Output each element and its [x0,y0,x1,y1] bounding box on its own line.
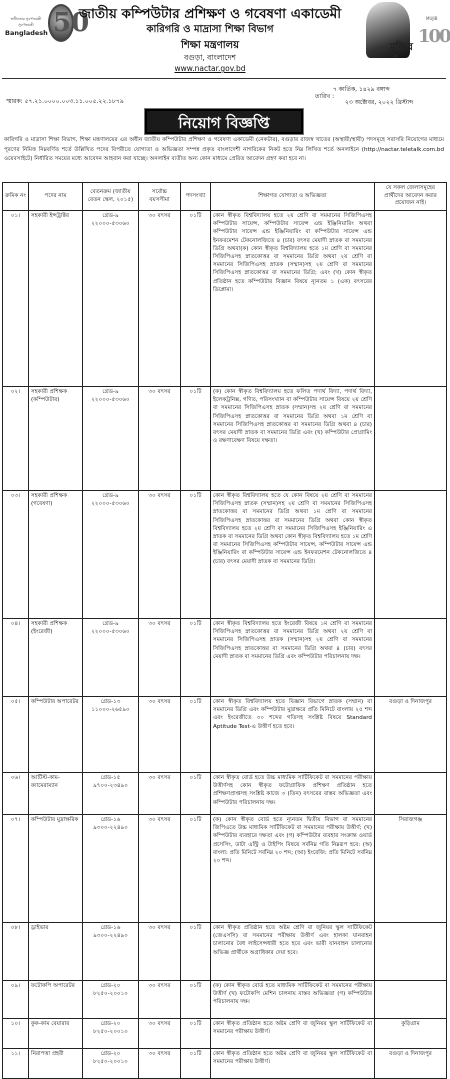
cell-count: ০১টি [181,619,211,697]
cell-post: সহকারী প্রশিক্ষক (গবেষণা) [29,491,83,619]
cell-scale [83,923,139,981]
cell-grade: গ্রেড-১৩ [100,699,121,705]
logo-right-number: 100 [418,26,450,47]
cell-serial: ১০। [3,1019,29,1049]
logo-right-sub: বর্ষ [393,54,399,60]
cell-qualification: কোন স্বীকৃত প্রতিষ্ঠান হতে অষ্টম শ্রেণি বা জুনিয়র স্কুল সার্টিফিকেট বা সমমানের পরীক্ষায় উত্তীর্ণ। [211,1019,375,1049]
location-text: বগুড়া, বাংলাদেশ [184,53,236,62]
header-scale-text: বেতনক্রম (জাতীয় বেতন স্কেল, ২০১৫) [87,189,134,203]
cell-post: ফটোকপি অপারেটর [29,981,83,1019]
website-link[interactable]: www.nactar.gov.bd [174,64,246,73]
cell-grade: গ্রেড-১৬ [100,925,121,931]
cell-scale [83,697,139,773]
cell-post: সহকারী প্রশিক্ষক (কম্পিউটার) [29,387,83,491]
cell-grade: গ্রেড-১৬ [100,817,121,823]
cell-count: ০১টি [181,981,211,1019]
header-district: যে সকল জেলাসমূহের প্রার্থীদের আবেদন করার প্রয়োজন নাই। [375,183,447,211]
cell-grade: গ্রেড-২০ [100,983,121,989]
intro-paragraph: কারিগরি ও মাদ্রাসা শিক্ষা বিভাগ, শিক্ষা মন্ত্রণালয়ের এর অধীন জাতীয় কম্পিউটার প্রশিক্ষণ ও গবেষণা একাডেমী (নেকটার), বগুড়ার রাজস্ব খাতের (অস্থায়ী/স্থায়ী) পদসমূহে সরাসরি নিয়োগের মাধ্যমে পূরণের নিমিত্ত নিম্নবর্ণিত শর্তে উল্লিখিত পদের বিপরীতে যোগ্যতা ও অভিজ্ঞতা সম্পন্ন প্রকৃত বাংলাদেশী নাগরিকের নিকট হতে নিম্ন লিখিত শর্তে অনলাইনে (http://nactar.teletalk.com.bd ওয়েবসাইটে) নির্ধারিত সময়ের মধ্যে আবেদন আহবান করা যাচ্ছে। অনলাইন ব্যতীত অন্য কোন মাধ্যমে প্রেরিত আবেদন গ্রহণ করা হবে না। [4,137,444,163]
cell-scale [83,815,139,923]
cell-pay: ২২০০০-৫৩০৬০ [91,221,130,228]
cell-pay: ৯৭০০-২৩৪৯০ [93,783,128,790]
cell-grade: গ্রেড-২০ [100,1051,121,1057]
cell-grade: গ্রেড-৯ [102,621,119,627]
cell-age: ৩০ বৎসর [139,619,181,697]
date-english: ২৩ অক্টোবর, ২০২২ খ্রিস্টাব্দ [345,99,414,106]
academy-title: জাতীয় কম্পিউটার প্রশিক্ষণ ও গবেষণা একাডেমী [78,6,342,22]
cell-district [375,619,447,697]
table-row [3,815,447,923]
logo-left-country: Bangladesh [5,29,48,37]
table-row [3,773,447,815]
table-row [3,491,447,619]
cell-qualification: কোন স্বীকৃত বিশ্ববিদ্যালয় হতে ইংরেজী বিষয়ে ১ম শ্রেণি বা সমমানের সিজিপিএসহ স্নাতকোত্তর বা সমমানের ডিগ্রি অথবা ২য় শ্রেণি বা সমমানের সিজিপিএসহ স্নাতক (সম্মান)সহ ২য় শ্রেণি বা সমমানের সিজিপিএসহ স্নাতকোত্তর বা সমমানের ডিগ্রি অথবা ৪ (চার) বৎসর মেয়াদী স্নাতক বা সমমানের ডিগ্রি এবং কম্পিউটার পরিচালনায় দক্ষ। [211,619,375,697]
cell-post: কম্পিউটার অপারেটর [29,697,83,773]
cell-age: ৩০ বৎসর [139,211,181,387]
table-header-row [3,183,447,211]
cell-district [375,923,447,981]
cell-district: বগুড়া ও দিনাজপুর [375,1049,447,1079]
cell-post: কুক-কাম বেয়ারার [29,1019,83,1049]
header-post: পদের নাম [29,183,83,211]
cell-age: ৩০ বৎসর [139,387,181,491]
cell-scale [83,619,139,697]
header-qualification: শিক্ষাগত যোগ্যতা ও অভিজ্ঞতা [211,183,375,211]
cell-grade: গ্রেড-২০ [100,1021,121,1027]
cell-age: ৩০ বৎসর [139,773,181,815]
cell-scale [83,1049,139,1079]
cell-serial: ০৬। [3,773,29,815]
cell-count: ০১টি [181,697,211,773]
cell-serial: ০৮। [3,923,29,981]
cell-age: ৩০ বৎসর [139,923,181,981]
cell-pay: ২২০০০-৫৩০৬০ [91,397,130,404]
table-row [3,981,447,1019]
cell-pay: ৮২৫০-২০০১০ [93,1029,128,1036]
cell-qualification: কোন স্বীকৃত বোর্ড হতে উচ্চ মাধ্যমিক সার্টিফিকেট বা সমমানের পরীক্ষায় উত্তীর্ণসহ কোন স্বীকৃত ফটোগ্রাফিক প্রশিক্ষণ প্রতিষ্ঠান হতে প্রশিক্ষণপ্রাপ্তসহ সংশ্লিষ্ট কাজে ৩ (তিন) বৎসরের বাস্তব অভিজ্ঞতা এবং কম্পিউটার পরিচালনায় দক্ষ। [211,773,375,815]
cell-serial: ০২। [3,387,29,491]
cell-grade: গ্রেড-৯ [102,389,119,395]
table-row [3,1049,447,1079]
cell-scale [83,491,139,619]
cell-qualification: (ক) কোন স্বীকৃত বোর্ড হতে ন্যূনতম দ্বিতীয় বিভাগ বা সমমানের জিপিএতে উচ্চ মাধ্যমিক সার্টিফিকেট বা সমমানের পরীক্ষায় উত্তীর্ণ; (খ) কম্পিউটার ব্যবহারে দক্ষতা এবং (গ) কম্পিউটার ব্যবহার সংক্রান্ত ওয়ার্ড প্রসেসিং, ডাটা এন্ট্রি ও টাইপিং বিষয়ে সর্বনিম্ন গতি নিম্নরূপ হবে: (অ) বাংলা: প্রতি মিনিটে সর্বনিম্ন ২০ শব্দ; (আ) ইংরেজি: প্রতি মিনিটে সর্বনিম্ন ২০ শব্দ। [211,815,375,923]
cell-qualification: (ক) কোন স্বীকৃত বোর্ড হতে মাধ্যমিক সার্টিফিকেট বা সমমানের পরীক্ষায় উত্তীর্ণ (খ) ফটোকপি মেশিন চালনায় বাস্তব অভিজ্ঞতা (গ) কম্পিউটার পরিচালনায় দক্ষ। [211,981,375,1019]
cell-qualification: কোন স্বীকৃত বিশ্ববিদ্যালয় হতে ২য় শ্রেণি বা সমমানের সিজিপিএসহ কম্পিউটার সায়েন্স, কম্পিউটার সায়েন্স এন্ড ইঞ্জিনিয়ারিং অথবা কম্পিউটার সায়েন্স এন্ড ইঞ্জিনিয়ারিং বা কম্পিউটার সায়েন্স এন্ড ইনফরমেশন টেকনোলজিতে ৪ (চার) বৎসর মেয়াদী স্নাতক বা সমমানের ডিগ্রি অথবা(ক) কোন স্বীকৃত বিশ্ববিদ্যালয় হতে ১ম শ্রেণি বা সমমানের সিজিপিএসহ স্নাতকোত্তর বা সমমানের ডিগ্রি অথবা ২য় শ্রেণি বা সমমানের সিজিপিএসহ স্নাতক (সম্মান)সহ ২য় শ্রেণি বা সমমানের সিজিপিএসহ স্নাতকোত্তর বা সমমানের ডিগ্রি; এবং (খ) কোন স্বীকৃত প্রতিষ্ঠান হতে কম্পিউটার বিজ্ঞান বিষয়ে ন্যূনতম ১ (এক) বৎসরের ডিপ্লোমা। [211,211,375,387]
cell-scale [83,1019,139,1049]
cell-count: ০১টি [181,1049,211,1079]
cell-pay: ১১০০০-২৬৫৯০ [91,707,130,714]
cell-qualification: কোন স্বীকৃত প্রতিষ্ঠান হতে অষ্টম শ্রেণি বা জুনিয়র স্কুল সার্টিফিকেট বা সমমানের পরীক্ষায় উত্তীর্ণ। [211,1049,375,1079]
logo-right-label: MUJIB [426,16,438,21]
cell-grade: গ্রেড-৯ [102,213,119,219]
cell-age: ৩০ বৎসর [139,1019,181,1049]
cell-grade: গ্রেড-৯ [102,493,119,499]
cell-age: ৩০ বৎসর [139,981,181,1019]
cell-post: সহকারী প্রশিক্ষক (ইংরেজী) [29,619,83,697]
logo-right-text: মুজিব [390,42,413,53]
cell-scale [83,211,139,387]
header-count: পদসংখ্যা [181,183,211,211]
cell-qualification: (ক) কোন স্বীকৃত বিশ্ববিদ্যালয় হতে ফলিত পদার্থ বিদ্যা, পদার্থ বিদ্যা, ইলেকট্রনিক্স, গণিত, পরিসংখ্যান বা কম্পিউটার সায়েন্স বিষয়ে ২য় শ্রেণি বা সমমানের সিজিপিএসহ স্নাতক (সম্মান)সহ ২য় শ্রেণি বা সমমানের সিজিপিএসহ স্নাতকোত্তর বা সমমানের ডিগ্রি অথবা ১ম শ্রেণি বা সমমানের সিজিপিএসহ স্নাতকোত্তর বা সমমানের ডিগ্রি অথবা ৪ (চার) বৎসর মেয়াদী স্নাতক বা সমমানের ডিগ্রি এবং (খ) কম্পিউটার প্রোগ্রামিং ও রক্ষণাবেক্ষণ বিষয়ে দক্ষতা। [211,387,375,491]
cell-qualification: কোন স্বীকৃত প্রতিষ্ঠান হতে অষ্টম শ্রেণি বা জুনিয়র স্কুল সার্টিফিকেট (জেএসসি) বা সমমানের পরীক্ষায় উত্তীর্ণ এবং হালকা যানবাহন চালানোর বৈধ লাইসেন্সধারী হতে হবে এবং ভারী যানবাহন চালানোর অভিজ্ঞ প্রার্থীকে অগ্রাধিকার দেয়া হবে। [211,923,375,981]
cell-district: কুড়িগ্রাম [375,1019,447,1049]
ministry-title: শিক্ষা মন্ত্রণালয় [180,40,240,51]
cell-pay: ২২০০০-৫৩০৬০ [91,501,130,508]
cell-district: সিরাজগঞ্জ [375,815,447,923]
cell-age: ৩০ বৎসর [139,815,181,923]
logo-left-subtitle-1: স্বাধীনতার সুবর্ণজয়ন্তী [10,17,42,21]
cell-pay: ৮২৫০-২০০১০ [93,991,128,998]
cell-scale [83,387,139,491]
cell-qualification: কোন স্বীকৃত বিশ্ববিদ্যালয় হতে যে কোন বিষয়ে ২য় শ্রেণি বা সমমানের সিজিপিএসহ স্নাতক (সম্মান)সহ ২য় শ্রেণি বা সমমানের সিজিপিএসহ স্নাতকোত্তর বা সমমানের ডিগ্রি অথবা ১ম শ্রেণি বা সমমানের সিজিপিএসহ স্নাতকোত্তর বা সমমানের ডিগ্রি অথবা কোন স্বীকৃত বিশ্ববিদ্যালয় হতে ২য় শ্রেণি বা সমমানের সিজিপিএসহ ইঞ্জিনিয়ারিং এ স্নাতক বা সমমানের ডিগ্রি অথবা কোন স্বীকৃত বিশ্ববিদ্যালয় হতে ১ম শ্রেণি বা সমমানের সিজিপিএসহ কম্পিউটার সায়েন্স, কম্পিউটার সায়েন্স এন্ড ইঞ্জিনিয়ারিং বা কম্পিউটার সায়েন্স এন্ড ইনফরমেশন টেকনোলজিতে ৪ (চার) বৎসর মেয়াদী স্নাতক বা সমমানের ডিগ্রি। [211,491,375,619]
table-row [3,923,447,981]
cell-age: ৩০ বৎসর [139,1049,181,1079]
logo-left-number: 50 [53,8,90,38]
cell-district: বগুড়া ও দিনাজপুর [375,697,447,773]
cell-serial: ১১। [3,1049,29,1079]
cell-serial: ০৯। [3,981,29,1019]
cell-pay: ৮২৫০-২০০১০ [93,1059,128,1066]
date-label: তারিখ : [315,93,335,100]
job-table [2,182,447,1079]
cell-pay: ৯৩০০-২২৪৯০ [93,825,128,832]
cell-count: ০১টি [181,815,211,923]
mujib-borsho-logo [360,2,450,68]
division-title: কারিগরি ও মাদ্রাসা শিক্ষা বিভাগ [146,24,274,35]
cell-serial: ০১। [3,211,29,387]
cell-count: ০১টি [181,211,211,387]
cell-count: ০১টি [181,387,211,491]
table-row [3,619,447,697]
cell-post: নিরাপত্তা প্রহরী [29,1049,83,1079]
cell-serial: ০৫। [3,697,29,773]
cell-scale [83,773,139,815]
cell-district [375,211,447,387]
cell-count: ০১টি [181,923,211,981]
cell-scale [83,981,139,1019]
cell-serial: ০৩। [3,491,29,619]
table-row [3,211,447,387]
date-bangla: ৭ কার্তিক, ১৪২৯ বঙ্গাব্দ [333,86,390,93]
header-age: সর্বোচ্চ বয়সসীমা [139,183,181,211]
logo-left-subtitle-2: সুবর্ণজয়ন্তী [18,23,34,27]
cell-post: কম্পিউটার মুদ্রাক্ষরিক [29,815,83,923]
cell-pay: ২২০০০-৫৩০৬০ [91,629,130,636]
header-divider [2,78,446,79]
cell-serial: ০৭। [3,815,29,923]
cell-post: ড্রাইভার [29,923,83,981]
cell-pay: ৯৩০০-২২৪৯০ [93,933,128,940]
cell-grade: গ্রেড-১৫ [100,775,121,781]
cell-district [375,387,447,491]
cell-post: আর্টিস্ট-কাম-ক্যামেরাম্যান [29,773,83,815]
table-row [3,697,447,773]
cell-serial: ০৪। [3,619,29,697]
table-row [3,387,447,491]
table-row [3,1019,447,1049]
header-scale [83,183,139,211]
cell-age: ৩০ বৎসর [139,697,181,773]
cell-count: ০১টি [181,491,211,619]
notice-title: নিয়োগ বিজ্ঞপ্তি [145,109,303,134]
cell-count: ০১টি [181,1019,211,1049]
header-serial: ক্রমিক নং [3,183,29,211]
memo-reference: স্মারক: ৫৭.২১.০০০০.০০৩.১১.০০৫.২২.১৮৭৯ [6,98,124,105]
cell-age: ৩০ বৎসর [139,491,181,619]
cell-count: ০১টি [181,773,211,815]
cell-district [375,491,447,619]
cell-qualification: কোন স্বীকৃত বিশ্ববিদ্যালয় হতে বিজ্ঞান বিভাগে স্নাতক (সম্মান) বা সমমানের ডিগ্রি এবং কম্পিউটার মুদ্রাক্ষরে প্রতি মিনিটে বাংলায় ২৫ শব্দ এবং ইংরেজীতে ৩০ শব্দের গতিসহ সংশ্লিষ্ট বিষয়ে Standard Aptitude Test-এ উত্তীর্ণ হতে হবে। [211,697,375,773]
cell-district [375,981,447,1019]
cell-post: সহকারী ইন্সট্রাক্টর [29,211,83,387]
cell-district [375,773,447,815]
